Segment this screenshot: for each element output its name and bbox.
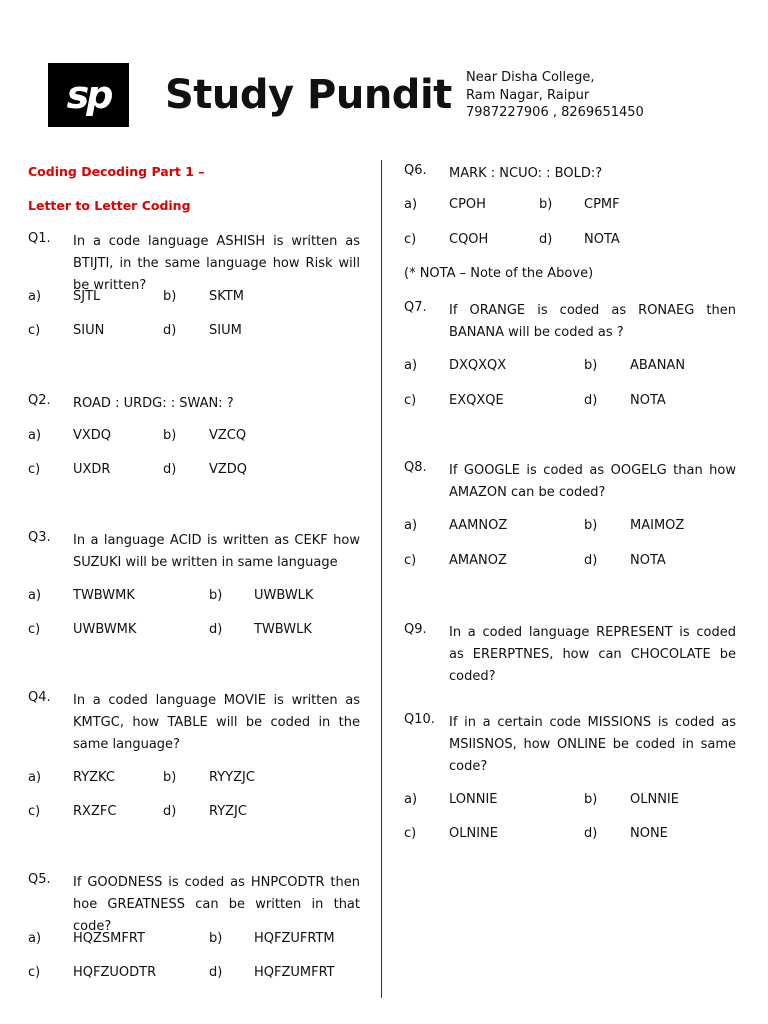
option-label: b) <box>209 588 223 603</box>
option-label: b) <box>584 792 598 807</box>
option-c: EXQXQE <box>449 393 504 408</box>
option-d: TWBWLK <box>254 622 312 637</box>
option-label: c) <box>28 622 41 637</box>
option-label: d) <box>584 826 598 841</box>
option-label: d) <box>163 804 177 819</box>
option-label: b) <box>163 770 177 785</box>
options-row <box>28 622 368 640</box>
option-d: RYZJC <box>209 804 247 819</box>
question-text: ROAD : URDG: : SWAN: ? <box>73 396 234 411</box>
options-row <box>404 518 744 536</box>
question-number: Q1. <box>28 231 51 246</box>
section-title: Coding Decoding Part 1 – <box>28 164 205 179</box>
question-text: In a coded language REPRESENT is coded as ERERPTNES, how can CHOCOLATE be coded? <box>449 625 736 684</box>
option-label: a) <box>28 588 42 603</box>
option-label: c) <box>28 804 41 819</box>
question-number: Q10. <box>404 712 435 727</box>
option-a: RYZKC <box>73 770 115 785</box>
options-row <box>404 826 744 844</box>
option-b: CPMF <box>584 197 620 212</box>
option-label: b) <box>163 289 177 304</box>
options-row <box>404 358 744 376</box>
question-number: Q6. <box>404 163 427 178</box>
option-a: SJTL <box>73 289 101 304</box>
option-a: VXDQ <box>73 428 112 443</box>
option-c: CQOH <box>449 232 489 247</box>
option-a: HQZSMFRT <box>73 931 145 946</box>
option-label: c) <box>404 553 417 568</box>
option-label: a) <box>28 931 42 946</box>
option-label: c) <box>28 965 41 980</box>
option-a: LONNIE <box>449 792 498 807</box>
brand-title: Study Pundit <box>165 72 452 118</box>
question-number: Q7. <box>404 300 427 315</box>
option-label: d) <box>209 622 223 637</box>
option-c: UXDR <box>73 462 111 477</box>
option-d: NOTA <box>630 393 666 408</box>
question-text: If ORANGE is coded as RONAEG then BANANA will be coded as ? <box>449 303 736 340</box>
option-d: VZDQ <box>209 462 248 477</box>
question-number: Q3. <box>28 530 51 545</box>
option-label: b) <box>163 428 177 443</box>
options-row <box>28 804 368 822</box>
option-label: a) <box>404 518 418 533</box>
question-number: Q2. <box>28 393 51 408</box>
option-c: RXZFC <box>73 804 117 819</box>
option-label: a) <box>404 358 418 373</box>
option-d: NOTA <box>584 232 620 247</box>
option-label: d) <box>584 553 598 568</box>
option-label: c) <box>404 826 417 841</box>
option-a: DXQXQX <box>449 358 507 373</box>
options-row <box>404 232 744 250</box>
question-text: In a code language ASHISH is written as BTIJTI, in the same language how Risk will be written? <box>73 234 360 293</box>
option-label: d) <box>163 323 177 338</box>
option-a: CPOH <box>449 197 486 212</box>
option-a: AAMNOZ <box>449 518 508 533</box>
question-text: MARK : NCUO: : BOLD:? <box>449 166 603 181</box>
option-label: c) <box>404 232 417 247</box>
options-row <box>28 770 368 788</box>
options-row <box>404 393 744 411</box>
option-label: d) <box>163 462 177 477</box>
option-d: NONE <box>630 826 668 841</box>
option-c: HQFZUODTR <box>73 965 157 980</box>
option-label: b) <box>584 358 598 373</box>
question-number: Q9. <box>404 622 427 637</box>
options-row <box>404 553 744 571</box>
options-row <box>28 462 368 480</box>
option-label: a) <box>28 428 42 443</box>
question-text: If GOODNESS is coded as HNPCODTR then hoe GREATNESS can be written in that code? <box>73 875 360 934</box>
option-label: c) <box>28 462 41 477</box>
nota-note: (* NOTA – Note of the Above) <box>404 266 594 281</box>
options-row <box>404 792 744 810</box>
option-c: OLNINE <box>449 826 498 841</box>
column-divider <box>381 160 382 998</box>
phone-numbers: 7987227906 , 8269651450 <box>466 105 644 120</box>
option-b: MAIMOZ <box>630 518 685 533</box>
logo-text: sp <box>66 73 111 117</box>
option-d: HQFZUMFRT <box>254 965 335 980</box>
question-text: If in a certain code MISSIONS is coded as MSIISNOS, how ONLINE be coded in same code? <box>449 715 736 774</box>
option-b: UWBWLK <box>254 588 314 603</box>
logo <box>48 63 129 127</box>
option-b: VZCQ <box>209 428 247 443</box>
options-row <box>28 289 368 307</box>
options-row <box>28 323 368 341</box>
option-label: a) <box>28 770 42 785</box>
option-label: a) <box>404 197 418 212</box>
option-label: d) <box>584 393 598 408</box>
option-label: c) <box>28 323 41 338</box>
options-row <box>404 197 744 215</box>
address-line-1: Near Disha College, <box>466 70 595 85</box>
options-row <box>28 965 368 983</box>
option-b: ABANAN <box>630 358 686 373</box>
address-block <box>466 69 644 122</box>
question-number: Q4. <box>28 690 51 705</box>
question-text: If GOOGLE is coded as OOGELG than how AMAZON can be coded? <box>449 463 736 500</box>
option-c: SIUN <box>73 323 105 338</box>
option-b: SKTM <box>209 289 244 304</box>
question-number: Q8. <box>404 460 427 475</box>
option-label: a) <box>28 289 42 304</box>
option-c: AMANOZ <box>449 553 507 568</box>
option-a: TWBWMK <box>73 588 135 603</box>
option-d: NOTA <box>630 553 666 568</box>
option-b: HQFZUFRTM <box>254 931 335 946</box>
option-b: OLNNIE <box>630 792 679 807</box>
option-label: d) <box>539 232 553 247</box>
address-line-2: Ram Nagar, Raipur <box>466 87 590 103</box>
question-text: In a coded language MOVIE is written as KMTGC, how TABLE will be coded in the same language? <box>73 693 360 752</box>
option-label: d) <box>209 965 223 980</box>
options-row <box>28 588 368 606</box>
option-c: UWBWMK <box>73 622 137 637</box>
options-row <box>28 428 368 446</box>
option-label: a) <box>404 792 418 807</box>
question-text: In a language ACID is written as CEKF how SUZUKI will be written in same language <box>73 533 360 570</box>
options-row <box>28 931 368 949</box>
option-d: SIUM <box>209 323 242 338</box>
option-label: b) <box>539 197 553 212</box>
option-label: c) <box>404 393 417 408</box>
section-subtitle: Letter to Letter Coding <box>28 198 191 213</box>
option-label: b) <box>584 518 598 533</box>
option-b: RYYZJC <box>209 770 255 785</box>
option-label: b) <box>209 931 223 946</box>
question-number: Q5. <box>28 872 51 887</box>
